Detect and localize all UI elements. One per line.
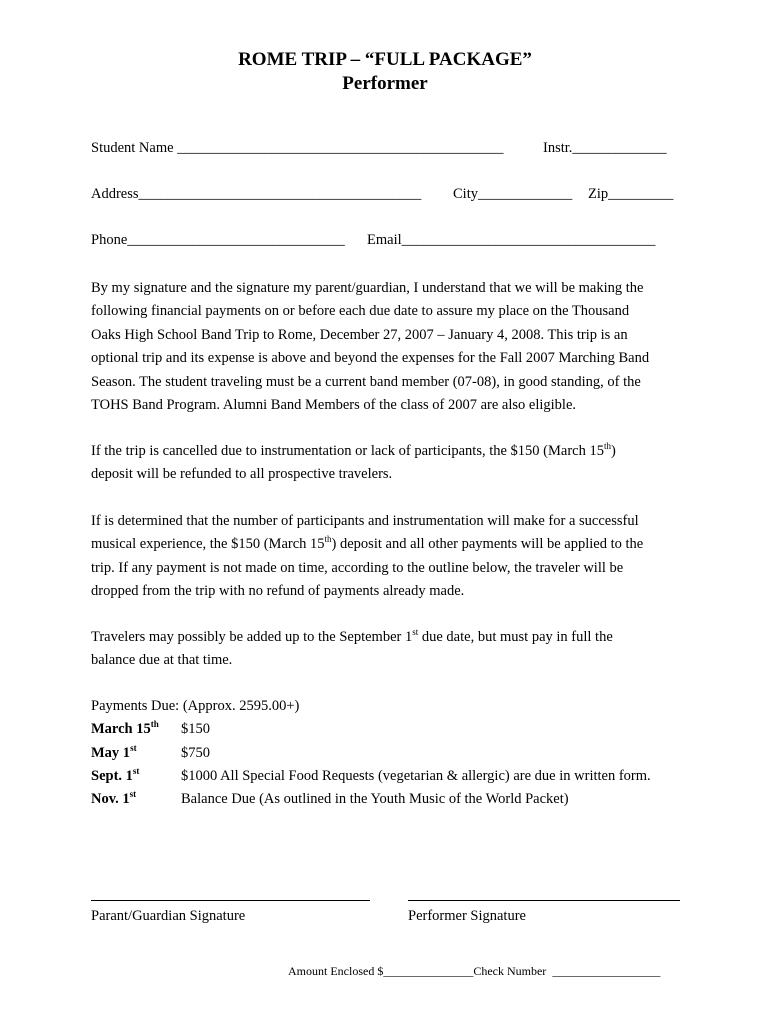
form-title: ROME TRIP – “FULL PACKAGE” [238, 49, 532, 70]
phone-label: Phone [91, 232, 128, 248]
guardian-signature-line[interactable] [91, 900, 370, 901]
form-subtitle: Performer [342, 73, 428, 94]
performer-signature-label: Performer Signature [408, 908, 526, 924]
payment-date: March 15th [91, 719, 159, 737]
check-number-label: Check Number [473, 964, 547, 978]
phone-field[interactable] [91, 232, 345, 249]
paragraph-line: TOHS Band Program. Alumni Band Members of the class of 2007 are also eligible. [91, 397, 576, 414]
payment-date: May 1st [91, 743, 137, 761]
email-blank[interactable]: ___________________________________ [401, 232, 656, 248]
paragraph-line [91, 533, 691, 556]
zip-label: Zip [588, 186, 609, 202]
paragraph-text: musical experience, the $150 (March 15 [91, 536, 325, 553]
payments-heading: Payments Due: (Approx. 2595.00+) [91, 698, 300, 714]
cancellation-paragraph [91, 440, 691, 487]
phone-blank[interactable]: ______________________________ [127, 232, 345, 248]
payment-row [91, 791, 569, 808]
payment-amount: $150 [181, 721, 210, 737]
paragraph-line: balance due at that time. [91, 652, 233, 669]
payment-row [91, 745, 210, 762]
city-blank[interactable]: _____________ [477, 186, 573, 202]
payment-date: Sept. 1st [91, 766, 140, 784]
paragraph-text: ) deposit and all other payments will be applied to the [331, 536, 644, 553]
agreement-paragraph [91, 277, 691, 417]
zip-blank[interactable]: _________ [608, 186, 674, 202]
email-label: Email [367, 232, 402, 248]
payment-date: Nov. 1st [91, 789, 137, 807]
city-field[interactable] [453, 186, 572, 203]
email-field[interactable] [367, 232, 655, 249]
paragraph-line: Oaks High School Band Trip to Rome, December 27, 2007 – January 4, 2008. This trip is an [91, 326, 628, 343]
amount-enclosed-blank[interactable]: _______________ [383, 964, 474, 978]
instr-field[interactable] [543, 140, 667, 157]
ordinal-suffix: th [324, 534, 332, 545]
address-blank[interactable]: _______________________________________ [138, 186, 422, 202]
student-name-field[interactable] [91, 140, 503, 157]
zip-field[interactable] [588, 186, 673, 203]
paragraph-line: By my signature and the signature my parent/guardian, I understand that we will be making the [91, 280, 644, 296]
ordinal-suffix: st [412, 627, 419, 637]
payment-amount: $1000 All Special Food Requests (vegetarian & allergic) are due in written form. [181, 768, 651, 784]
payment-amount: Balance Due (As outlined in the Youth Music of the World Packet) [181, 791, 569, 807]
late-addition-paragraph [91, 626, 691, 673]
check-number-blank[interactable]: __________________ [552, 964, 661, 978]
paragraph-text: due date, but must pay in full the [418, 629, 613, 645]
student-name-label: Student Name [91, 140, 174, 156]
paragraph-text: If the trip is cancelled due to instrumentation or lack of participants, the $150 (March 15 [91, 443, 604, 459]
paragraph-line: Season. The student traveling must be a current band member (07-08), in good standing, of the [91, 373, 641, 390]
paragraph-text: Travelers may possibly be added up to the September 1 [91, 629, 413, 645]
paragraph-line: deposit will be refunded to all prospective travelers. [91, 466, 393, 483]
amount-enclosed-label: Amount Enclosed $ [288, 964, 384, 978]
paragraph-line: trip. If any payment is not made on time, according to the outline below, the traveler will be [91, 559, 624, 576]
paragraph-line [91, 626, 691, 649]
payment-amount: $750 [181, 745, 210, 761]
city-label: City [453, 186, 478, 202]
paragraph-line: dropped from the trip with no refund of payments already made. [91, 583, 465, 600]
guardian-signature-label: Parant/Guardian Signature [91, 908, 246, 924]
address-field[interactable] [91, 186, 421, 203]
instr-blank[interactable]: _____________ [572, 140, 667, 156]
payment-row [91, 721, 210, 738]
address-label: Address [91, 186, 139, 202]
paragraph-line: following financial payments on or before each due date to assure my place on the Thousand [91, 303, 630, 320]
paragraph-line: optional trip and its expense is above and beyond the expenses for the Fall 2007 Marching Band [91, 350, 650, 367]
paragraph-line [91, 440, 691, 463]
ordinal-suffix: th [603, 441, 611, 451]
amount-enclosed-field[interactable] [288, 964, 660, 979]
performer-signature-line[interactable] [408, 900, 680, 901]
instr-label: Instr. [543, 140, 573, 156]
participation-paragraph [91, 510, 691, 604]
paragraph-line: If is determined that the number of participants and instrumentation will make for a successful [91, 513, 639, 529]
paragraph-text: ) [611, 443, 616, 459]
payment-row [91, 768, 651, 785]
student-name-blank[interactable]: _____________________________________________ [177, 140, 504, 156]
